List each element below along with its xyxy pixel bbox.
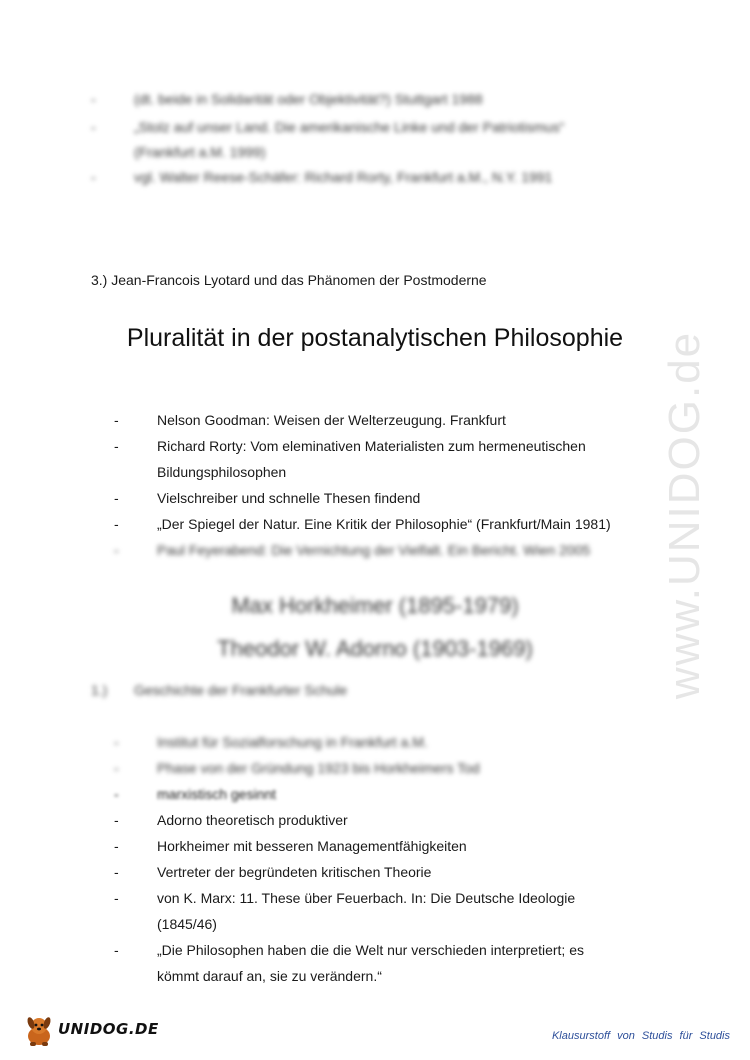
list-dash: - <box>114 812 119 828</box>
list-item-text: Vielschreiber und schnelle Thesen findend <box>157 490 421 506</box>
list-dash: - <box>91 169 96 185</box>
list-dash: - <box>114 942 119 958</box>
list-dash: - <box>114 734 119 750</box>
list-item-text: Horkheimer mit besseren Managementfähigkeiten <box>157 838 467 854</box>
list-dash: - <box>114 490 119 506</box>
list-dash: - <box>114 542 119 558</box>
name-heading-adorno: Theodor W. Adorno (1903-1969) <box>217 636 533 661</box>
unidog-logo <box>22 1012 159 1050</box>
list-dash: - <box>114 760 119 776</box>
list-dash: - <box>114 890 119 906</box>
list-item-text: Richard Rorty: Vom eleminativen Materialisten zum hermeneutischen <box>157 438 586 454</box>
list-dash: - <box>91 119 96 135</box>
list-item-text: „Der Spiegel der Natur. Eine Kritik der Philosophie“ (Frankfurt/Main 1981) <box>157 516 611 532</box>
list-dash: - <box>114 786 119 802</box>
dog-mascot-icon <box>22 1014 56 1048</box>
list-item-text: Adorno theoretisch produktiver <box>157 812 348 828</box>
numbered-heading-text: Geschichte der Frankfurter Schule <box>134 682 348 698</box>
logo-text: UNIDOG.DE <box>58 1020 159 1038</box>
list-item-text: Nelson Goodman: Weisen der Welterzeugung. Frankfurt <box>157 412 506 428</box>
list-item-text: vgl. Walter Reese-Schäfer: Richard Rorty, Frankfurt a.M., N.Y. 1991 <box>134 169 553 185</box>
list-dash: - <box>114 516 119 532</box>
section-heading: 3.) Jean-Francois Lyotard und das Phänomen der Postmoderne <box>91 272 487 288</box>
list-item-text: (1845/46) <box>157 916 217 932</box>
list-item-text: (dt. beide in Solidarität oder Objektivität?) Stuttgart 1988 <box>134 91 483 107</box>
list-dash: - <box>114 864 119 880</box>
list-item-text: Phase von der Gründung 1923 bis Horkheimers Tod <box>157 760 480 776</box>
list-item-text: marxistisch gesinnt <box>157 786 277 802</box>
list-item-text: (Frankfurt a.M. 1999) <box>134 144 266 160</box>
list-item-text: Paul Feyerabend: Die Vernichtung der Vielfalt. Ein Bericht. Wien 2005 <box>157 542 591 558</box>
list-item-text: kömmt darauf an, sie zu verändern.“ <box>157 968 382 984</box>
footer-tagline: Klausurstoff von Studis für Studis <box>551 1030 730 1042</box>
list-item-text: „Die Philosophen haben die die Welt nur verschieden interpretiert; es <box>157 942 584 958</box>
watermark-text: www.UNIDOG.de <box>660 330 709 700</box>
list-item-text: „Stolz auf unser Land. Die amerikanische Linke und der Patriotismus“ <box>134 119 565 135</box>
list-item-text: Vertreter der begründeten kritischen Theorie <box>157 864 432 880</box>
numbered-heading-number: 1.) <box>91 682 108 698</box>
list-dash: - <box>114 412 119 428</box>
list-item-text: Institut für Sozialforschung in Frankfurt a.M. <box>157 734 428 750</box>
list-item-text: von K. Marx: 11. These über Feuerbach. In: Die Deutsche Ideologie <box>157 890 576 906</box>
list-item-text: Bildungsphilosophen <box>157 464 287 480</box>
list-dash: - <box>91 91 96 107</box>
list-dash: - <box>114 438 119 454</box>
watermark <box>640 290 730 740</box>
name-heading-horkheimer: Max Horkheimer (1895-1979) <box>231 593 519 618</box>
list-dash: - <box>114 838 119 854</box>
page-title: Pluralität in der postanalytischen Philosophie <box>126 324 624 352</box>
